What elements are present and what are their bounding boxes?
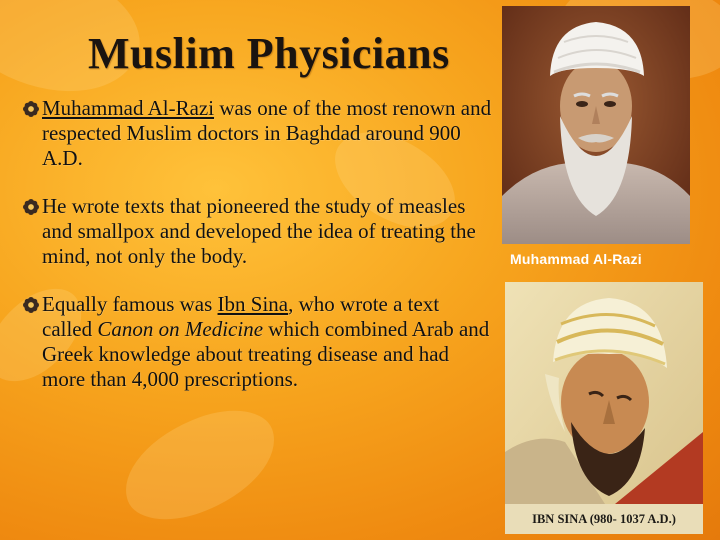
flower-bullet-icon bbox=[22, 100, 40, 118]
ibn-sina-portrait-image bbox=[505, 282, 703, 534]
al-razi-link[interactable]: Muhammad Al-Razi bbox=[42, 96, 215, 120]
background-petal-decoration bbox=[109, 395, 290, 534]
bullet-text bbox=[42, 292, 492, 392]
al-razi-caption: Muhammad Al-Razi bbox=[510, 251, 642, 267]
flower-bullet-icon bbox=[22, 198, 40, 216]
bullet-text-part: Equally famous was bbox=[42, 292, 218, 316]
al-razi-portrait-image bbox=[502, 6, 690, 244]
bullet-text bbox=[42, 96, 492, 171]
slide-title: Muslim Physicians bbox=[88, 29, 450, 78]
bullet-item bbox=[22, 292, 492, 392]
bullet-text-part: , who wrote a text called bbox=[42, 292, 440, 341]
al-razi-portrait bbox=[502, 6, 690, 244]
bullet-item bbox=[22, 194, 492, 269]
flower-bullet-icon bbox=[22, 296, 40, 314]
bullet-item bbox=[22, 96, 492, 171]
bullet-text: He wrote texts that pioneered the study of measles and smallpox and developed the idea of treating the mind, not only the body. bbox=[42, 194, 476, 268]
bullet-text-part: which combined Arab and Greek knowledge about treating disease and had more than 4,000 prescriptions. bbox=[42, 317, 490, 391]
ibn-sina-caption: IBN SINA (980- 1037 A.D.) bbox=[505, 504, 703, 534]
bullet-text-part: was one of the most renown and respected Muslim doctors in Baghdad around 900 A.D. bbox=[42, 96, 492, 170]
ibn-sina-link[interactable]: Ibn Sina bbox=[217, 292, 289, 316]
bullet-list bbox=[22, 96, 492, 415]
book-title: Canon on Medicine bbox=[97, 317, 264, 341]
ibn-sina-portrait bbox=[505, 282, 703, 534]
